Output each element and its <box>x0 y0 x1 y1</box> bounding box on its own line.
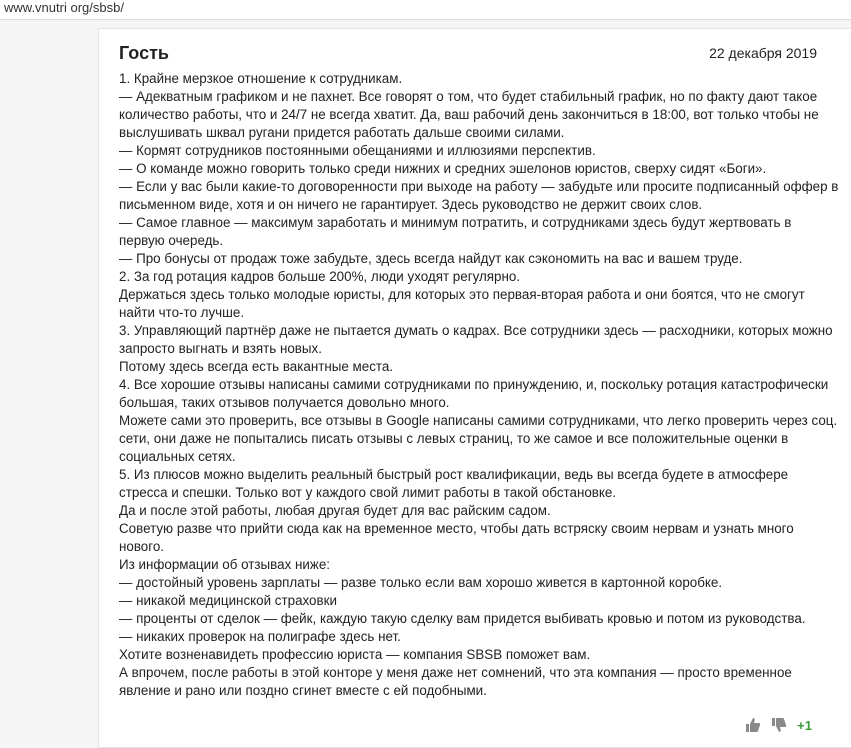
review-line: А впрочем, после работы в этой конторе у меня даже нет сомнений, что эта компания — просто временное явление и рано или поздно сгинет вместе с ей подобными. <box>119 665 792 698</box>
review-line: — достойный уровень зарплаты — разве только если вам хорошо живется в картонной коробке. <box>119 575 723 590</box>
review-line: 3. Управляющий партнёр даже не пытается думать о кадрах. Все сотрудники здесь — расходники, которых можно запросто выгнать и взять новых. <box>119 323 833 356</box>
review-line: — Если у вас были какие-то договоренности при выходе на работу — забудьте или просите подписанный оффер в письменном виде, хотя и он ничего не гарантирует. Здесь руководство не держит своих слов. <box>119 179 839 212</box>
review-line: — Самое главное — максимум заработать и минимум потратить, и сотрудниками здесь будут жертвовать в первую очередь. <box>119 215 792 248</box>
review-line: 2. За год ротация кадров больше 200%, люди уходят регулярно. <box>119 269 521 284</box>
review-card <box>98 28 851 748</box>
review-text <box>119 70 839 700</box>
review-line: — О команде можно говорить только среди нижних и средних эшелонов юристов, сверху сидят «Боги». <box>119 161 767 176</box>
review-author: Гость <box>119 43 169 63</box>
review-line: 4. Все хорошие отзывы написаны самими сотрудниками по принуждению, и, поскольку ротация катастрофически большая, таких отзывов получается довольно много. <box>119 377 829 410</box>
review-line: Хотите возненавидеть профессию юриста — компания SBSB поможет вам. <box>119 647 591 662</box>
review-line: — Про бонусы от продаж тоже забудьте, здесь всегда найдут как сэкономить на вас и вашем труде. <box>119 251 743 266</box>
review-line: — проценты от сделок — фейк, каждую такую сделку вам придется выбивать кровью и потом из руководства. <box>119 611 806 626</box>
url-text: www.vnutri org/sbsb/ <box>4 0 124 15</box>
review-line: Держаться здесь только молодые юристы, для которых это первая-вторая работа и они боятся, что не смогут найти что-то лучше. <box>119 287 805 320</box>
review-line: Да и после этой работы, любая другая будет для вас райским садом. <box>119 503 551 518</box>
vote-controls <box>745 717 812 733</box>
review-date: 22 декабря 2019 <box>709 45 817 61</box>
thumbs-down-icon[interactable] <box>771 717 787 733</box>
review-line: — никакой медицинской страховки <box>119 593 337 608</box>
review-line: Из информации об отзывах ниже: <box>119 557 330 572</box>
review-line: — Кормят сотрудников постоянными обещаниями и иллюзиями перспектив. <box>119 143 596 158</box>
vote-score: +1 <box>797 717 812 733</box>
address-bar[interactable] <box>0 0 851 20</box>
review-line: — никаких проверок на полиграфе здесь нет. <box>119 629 401 644</box>
review-line: Потому здесь всегда есть вакантные места. <box>119 359 394 374</box>
thumbs-up-icon[interactable] <box>745 717 761 733</box>
review-line: Советую разве что прийти сюда как на временное место, чтобы дать встряску своим нервам и узнать много нового. <box>119 521 794 554</box>
review-line: Можете сами это проверить, все отзывы в Google написаны самими сотрудниками, что легко проверить через соц. сети, они даже не попытались писать отзывы с левых страниц, то же самое и все положительные оценки в социальных сетях. <box>119 413 838 464</box>
review-line: 5. Из плюсов можно выделить реальный быстрый рост квалификации, ведь вы всегда будете в атмосфере стресса и спешки. Только вот у каждого свой лимит работы в такой обстановке. <box>119 467 789 500</box>
review-line: 1. Крайне мерзкое отношение к сотрудникам. <box>119 71 403 86</box>
review-line: — Адекватным графиком и не пахнет. Все говорят о том, что будет стабильный график, но по факту дают такое количество работы, что и 24/7 не всегда хватит. Да, ваш рабочий день закончиться в 18:00, вот только чтобы не выслушивать шквал ругани придется работать дальше своими силами. <box>119 89 819 140</box>
